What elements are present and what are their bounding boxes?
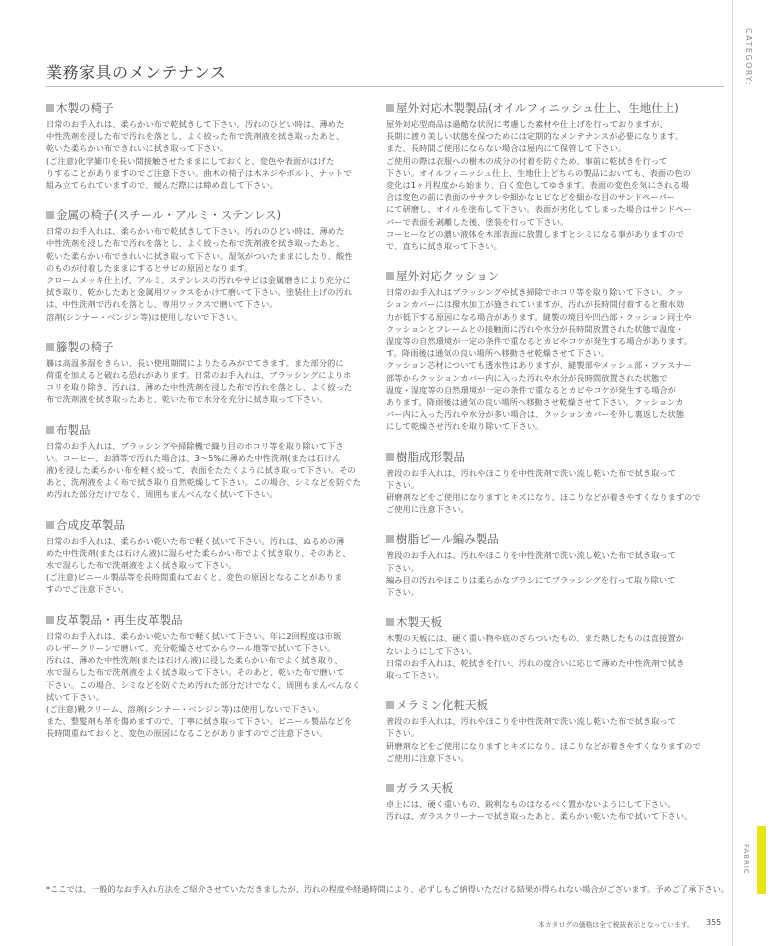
body-line: にして乾燥させ汚れを取り除いて下さい。 — [386, 421, 544, 432]
section-body — [386, 632, 726, 681]
body-line: 湿度等の自然環境が一定の条件で重なるとカビやコケが発生する場合があります。 — [386, 336, 692, 347]
section-body — [386, 549, 726, 598]
body-line: ションカバーには撥水加工が施されていますが、汚れが長時間付着すると撥水効 — [386, 299, 685, 310]
body-line: 液)を浸した柔らかい布を軽く絞って、表面をたたくように拭き取って下さい。その — [46, 465, 356, 476]
body-line: クッションとフレームとの接触面に汚れや水分が長時間放置された状態で温度・ — [386, 323, 684, 334]
body-line: 研磨剤などをご使用になりますとキズになり、ほこりなどが着きやすくなりますので — [386, 492, 701, 503]
section-heading-text: ガラス天板 — [396, 780, 454, 795]
body-line: 拭いて下さい。 — [46, 691, 105, 702]
section-body — [386, 798, 726, 822]
section-body — [386, 467, 726, 516]
square-bullet-icon — [386, 701, 394, 709]
section-heading-text: 樹脂ビール編み製品 — [396, 532, 499, 547]
section-body — [386, 286, 726, 432]
body-line: コーヒーなどの濃い液体を木部表面に放置しますとシミになる事がありますので — [386, 228, 685, 239]
body-line: また、整髪剤も革を傷めますので、丁寧に拭き取って下さい。ビニール製品などを — [46, 716, 353, 727]
body-line: 日常のお手入れは、乾拭きを行い、汚れの度合いに応じて薄めた中性洗剤で拭き — [386, 657, 685, 668]
body-line: 拭き取り、乾かしたあと金属用ワックスをかけて磨いて下さい。塗装仕上げの汚れ — [46, 287, 353, 298]
right-column — [386, 100, 726, 838]
square-bullet-icon — [386, 272, 394, 280]
body-line: は、中性洗剤で汚れを落とし、専用ワックスで磨いて下さい。 — [46, 299, 278, 310]
maintenance-section — [46, 100, 386, 191]
title-divider — [46, 86, 724, 87]
body-line: パーで表面を剥離した後、塗装を行って下さい。 — [386, 216, 569, 227]
body-line: ご使用に注意下さい。 — [386, 504, 469, 515]
section-body — [46, 118, 386, 191]
section-heading-text: 屋外対応木製製品(オイルフィニッシュ仕上、生地仕上) — [396, 101, 679, 115]
price-note: 本カタログの価格は全て税抜表示となっています。 — [538, 921, 694, 929]
sidebar-divider — [732, 0, 733, 946]
category-name: FABRIC — [742, 844, 750, 875]
body-line: 汚れは、薄めた中性洗剤(または石けん液)に浸した柔らかい布でよく拭き取り、 — [46, 655, 343, 666]
body-line: 日常のお手入れは、柔らかい布で乾拭きして下さい。汚れのひどい時は、薄めた — [46, 119, 345, 129]
body-line: 乾いた柔らかい布できれいに拭き取って下さい。湿気がついたままにしたり、酸性 — [46, 250, 353, 261]
section-heading-text: 木製天板 — [396, 615, 442, 630]
body-line: 荷重を加えると破れる恐れがあります。日常のお手入れは、ブラッシングによりホ — [46, 370, 352, 381]
square-bullet-icon — [386, 535, 394, 543]
body-line: 溶剤(シンナー・ベンジン等)は使用しないで下さい。 — [46, 311, 243, 322]
section-heading-text: 木製の椅子 — [56, 101, 114, 115]
body-line: 編み目の汚れやほこりは柔らかなブラシにてブラッシングを行って取り除いて — [386, 574, 676, 585]
section-heading — [46, 339, 386, 355]
body-line: 屋外対応型商品は過酷な状況に考慮した素材や仕上げを行っておりますが、 — [386, 119, 668, 129]
footnote: *ここでは、一般的なお手入れ方法をご紹介させていただきましたが、汚れの程度や経過時間により、必ずしもご納得いただける結果が得られない場合がございます。予めご了承下さい。 — [46, 884, 730, 894]
body-line: 下さい。 — [386, 562, 420, 573]
body-line: あと、洗剤液をよく布で拭き取り自然乾燥して下さい。この場合、シミなどを防ぐた — [46, 477, 361, 488]
section-heading-text: 皮革製品・再生皮革製品 — [56, 612, 183, 627]
body-line: クロームメッキ仕上げ、アルミ、ステンレスの汚れやサビは金属磨きにより充分に — [46, 275, 351, 286]
body-line: ないようにして下さい。 — [386, 645, 478, 656]
section-body — [386, 715, 726, 764]
square-bullet-icon — [386, 453, 394, 461]
body-line: 下さい。この場合、シミなどを防ぐため汚れた部分だけでなく、周囲もまんべんなく — [46, 679, 361, 690]
body-line: 下さい。オイルフィニッシュ仕上、生地仕上どちらの製品においても、表面の色の — [386, 167, 692, 178]
body-line: バー内に入った汚れや水分が多い場合は、クッションカバーを外し裏返した状態 — [386, 409, 685, 420]
body-line: 水で湿らした布で洗剤液をよく拭き取って下さい。 — [46, 560, 237, 571]
body-line: 力が低下する原因になる場合があります。縫製の境目や凹凸部・クッション同士や — [386, 311, 692, 322]
maintenance-section — [386, 780, 726, 822]
section-heading — [386, 614, 726, 630]
left-column — [46, 100, 386, 756]
maintenance-section — [386, 614, 726, 681]
section-heading — [386, 780, 726, 796]
body-line: すのでご注意下さい。 — [46, 584, 129, 595]
body-line: 中性洗剤を浸した布で汚れを落とし、よく絞った布で洗剤液を拭き取ったあと、 — [46, 238, 345, 249]
body-line: 組み立てられていますので、緩んだ際には締め直して下さい。 — [46, 180, 278, 191]
maintenance-section — [46, 612, 386, 740]
body-line: め汚れた部分だけでなく、周囲もまんべんなく拭いて下さい。 — [46, 489, 278, 500]
section-heading — [386, 531, 726, 547]
maintenance-section — [46, 517, 386, 596]
body-line: 合は変色の前に表面のササクレや細かなヒビなどを細かな目のサンドペーパー — [386, 192, 675, 203]
category-marker — [757, 826, 766, 894]
body-line: 布で洗剤液を拭き取ったあと、乾いた布で水分を充分に拭き取って下さい。 — [46, 394, 328, 405]
section-body — [46, 535, 386, 596]
body-line: にて研磨し、オイルを塗布して下さい。表面が劣化してしまった場合はサンドペー — [386, 204, 692, 215]
square-bullet-icon — [46, 104, 54, 112]
body-line: 乾いた柔らかい布できれいに拭き取って下さい。 — [46, 143, 229, 154]
body-line: 日常のお手入れはブラッシングや拭き掃除でホコリ等を取り除いて下さい。クッ — [386, 287, 684, 298]
section-heading-text: 布製品 — [56, 422, 91, 437]
body-line: めた中性洗剤(または石けん液)に湿らせた柔らかい布でよく拭き取り、そのあと、 — [46, 547, 351, 558]
page-number: 355 — [706, 918, 722, 927]
square-bullet-icon — [46, 343, 54, 351]
body-line: い。コーヒー、お酒等で汚れた場合は、3～5%に薄めた中性洗剤(または石けん — [46, 452, 341, 463]
body-line: 長時間重ねておくと、変色の原因になることがありますのでご注意下さい。 — [46, 728, 328, 739]
section-heading-text: 金属の椅子(スチール・アルミ・ステンレス) — [56, 208, 282, 223]
body-line: 温度・湿度等の自然環境が一定の条件で重なるとカビやコケが発生する場合が — [386, 384, 677, 395]
body-line: 下さい。 — [386, 587, 420, 598]
body-line: また、長時間ご使用にならない場合は屋内にて保管して下さい。 — [386, 143, 627, 154]
section-body — [46, 440, 386, 501]
body-line: ご使用の際は衣服への樹木の成分の付着を防ぐため、事前に乾拭きを行って — [386, 155, 668, 166]
section-body — [46, 357, 386, 406]
body-line: 下さい。 — [386, 728, 420, 739]
section-heading — [386, 100, 726, 116]
square-bullet-icon — [46, 211, 54, 219]
section-heading — [46, 100, 386, 116]
body-line: 長期に渡り美しい状態を保つためには定期的なメンテナンスが必要になります。 — [386, 131, 684, 142]
section-heading-text: 籐製の椅子 — [56, 339, 114, 354]
body-line: (ご注意)ビニール製品等を長時間重ねておくと、変色の原因となることがありま — [46, 572, 343, 583]
section-heading-text: 合成皮革製品 — [56, 517, 125, 532]
body-line: す。降雨後は通気の良い場所へ移動させ乾燥させて下さい。 — [386, 348, 610, 359]
body-line: で、直ちに拭き取って下さい。 — [386, 241, 502, 252]
square-bullet-icon — [46, 521, 54, 529]
maintenance-section — [46, 207, 386, 323]
maintenance-section — [386, 449, 726, 516]
body-line: 籐は高温多湿をきらい、長い使用期間によりたるみがでてきます。また部分的に — [46, 357, 344, 368]
maintenance-section — [386, 531, 726, 598]
body-line: 日常のお手入れは、ブラッシングや掃除機で織り目のホコリ等を取り除いて下さ — [46, 440, 344, 451]
body-line: 普段のお手入れは、汚れやほこりを中性洗剤で洗い流し乾いた布で拭き取って — [386, 550, 677, 561]
square-bullet-icon — [386, 784, 394, 792]
body-line: (ご注意)靴クリーム、溶剤(シンナー・ベンジン等)は使用しないで下さい。 — [46, 703, 325, 714]
section-heading — [46, 207, 386, 223]
section-body — [386, 118, 726, 252]
body-line: 下さい。 — [386, 479, 420, 490]
body-line: ご使用に注意下さい。 — [386, 752, 469, 763]
body-line: 日常のお手入れは、柔らかい乾いた布で軽く拭いて下さい。年に2回程度は市販 — [46, 630, 342, 641]
section-body — [46, 630, 386, 740]
body-line: 日常のお手入れは、柔らかい乾いた布で軽く拭いて下さい。汚れは、ぬるめの薄 — [46, 535, 345, 546]
body-line: 中性洗剤を浸した布で汚れを落とし、よく絞った布で洗剤液を拭き取ったあと、 — [46, 131, 345, 142]
body-line: 研磨剤などをご使用になりますとキズになり、ほこりなどが着きやすくなりますので — [386, 740, 701, 751]
body-line: りすることがありますのでご注意下さい。曲木の椅子は木ネジやボルト、ナットで — [46, 167, 352, 178]
page-title: 業務家具のメンテナンス — [46, 63, 227, 82]
body-line: 普段のお手入れは、汚れやほこりを中性洗剤で洗い流し乾いた布で拭き取って — [386, 467, 677, 478]
maintenance-section — [46, 339, 386, 406]
body-line: 日常のお手入れは、柔らかい布で乾拭きして下さい。汚れのひどい時は、薄めた — [46, 226, 345, 237]
section-heading — [386, 449, 726, 465]
square-bullet-icon — [386, 104, 394, 112]
maintenance-section — [386, 268, 726, 432]
maintenance-section — [386, 100, 726, 252]
section-heading — [46, 517, 386, 533]
body-line: 普段のお手入れは、汚れやほこりを中性洗剤で洗い流し乾いた布で拭き取って — [386, 716, 677, 727]
section-body — [46, 225, 386, 323]
body-line: のレザークリーンで磨いて、充分乾燥させてからウール地等で拭いて下さい。 — [46, 642, 336, 653]
section-heading — [386, 697, 726, 713]
section-heading — [386, 268, 726, 284]
body-line: あります。降雨後は通気の良い場所へ移動させ乾燥させて下さい。クッションカ — [386, 397, 684, 408]
body-line: クッション芯材についても透水性はありますが、縫製部やメッシュ部・ファスナー — [386, 360, 692, 371]
square-bullet-icon — [46, 616, 54, 624]
square-bullet-icon — [386, 618, 394, 626]
body-line: 水で湿らした布で洗剤液をよく拭き取って下さい。そのあと、乾いた布で磨いて — [46, 667, 345, 678]
section-heading-text: 樹脂成形製品 — [396, 449, 465, 464]
body-line: のものが付着したままにするとサビの原因となります。 — [46, 262, 253, 273]
body-line: (ご注意)化学雑巾を長い間接触させたままにしておくと、変色や表面がはげた — [46, 155, 335, 166]
body-line: 変化は1ヶ月程度から始まり、白く変色してゆきます。表面の変色を気にされる場 — [386, 180, 690, 191]
maintenance-section — [46, 422, 386, 501]
body-line: 取って下さい。 — [386, 669, 445, 680]
body-line: 部等からクッションカバー内に入った汚れや水分が長時間放置された状態で — [386, 372, 668, 383]
section-heading — [46, 422, 386, 438]
body-line: 卓上には、硬く重いもの、鋭利なものはなるべく置かないようにして下さい。 — [386, 798, 676, 809]
section-heading — [46, 612, 386, 628]
body-line: 木製の天板には、硬く重い物や底のざらついたもの、また熱したものは直接置か — [386, 633, 684, 644]
section-heading-text: 屋外対応クッション — [396, 269, 500, 284]
body-line: 汚れは、ガラスクリーナーで拭き取ったあと、柔らかい乾いた布で拭いて下さい。 — [386, 811, 693, 822]
body-line: コリを取り除き、汚れは、薄めた中性洗剤を浸した布で汚れを落とし、よく絞った — [46, 382, 353, 393]
square-bullet-icon — [46, 426, 54, 434]
section-heading-text: メラミン化粧天板 — [396, 698, 488, 713]
maintenance-section — [386, 697, 726, 764]
category-label: CATEGORY: — [744, 28, 753, 86]
